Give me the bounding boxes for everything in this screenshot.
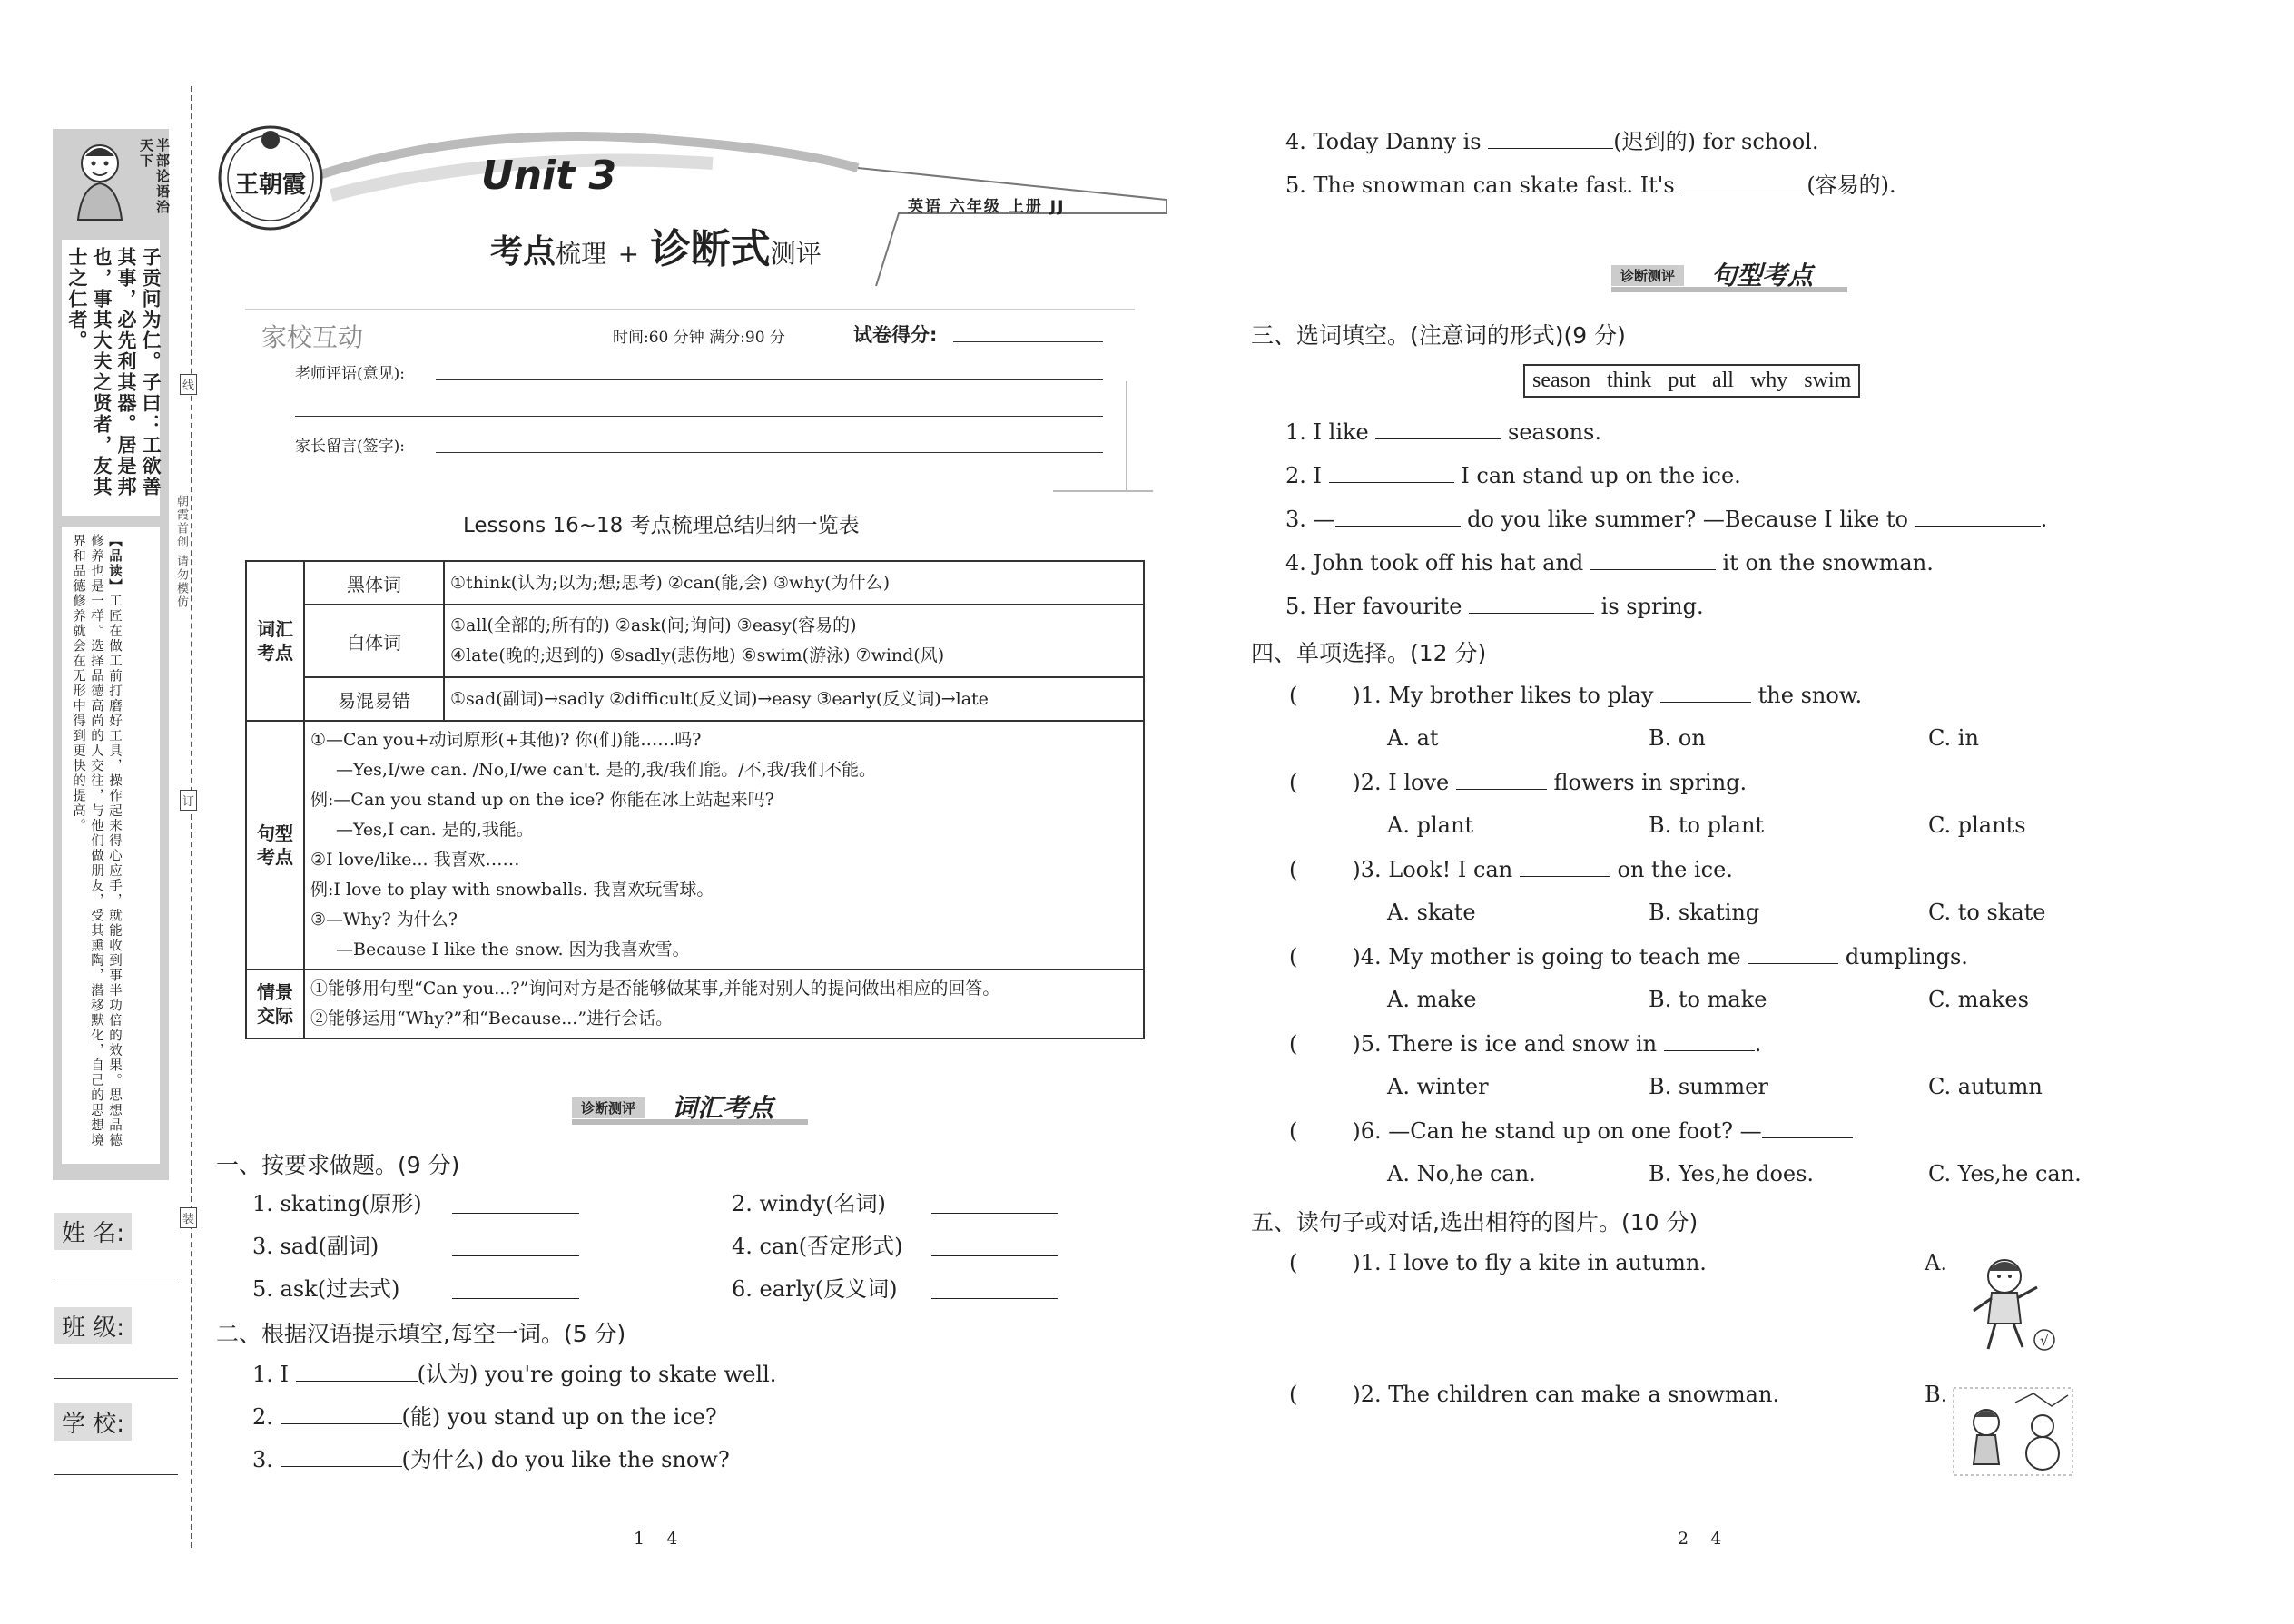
part4-heading: 四、单项选择。(12 分)	[1251, 640, 1487, 666]
sentence-line: 例:—Can you stand up on the ice? 你能在冰上站起来吗?	[310, 790, 774, 810]
teacher-comment-field[interactable]	[436, 379, 1103, 380]
part2-answer[interactable]	[1681, 170, 1807, 192]
option-b[interactable]: B. to make	[1649, 987, 1767, 1012]
part2-answer[interactable]	[296, 1359, 418, 1382]
part1-item: 4. can(否定形式)	[732, 1234, 903, 1259]
picture-option-a-label: A.	[1925, 1250, 1947, 1275]
part1-item: 6. early(反义词)	[732, 1276, 898, 1302]
option-a[interactable]: A. make	[1387, 987, 1477, 1012]
sentence-cell	[304, 721, 1144, 969]
choice-answer[interactable]	[1297, 1380, 1352, 1402]
option-a[interactable]: A. plant	[1387, 812, 1474, 838]
score-label: 试卷得分:	[853, 324, 938, 346]
part4-question: ( )5. There is ice and snow in .	[1289, 1029, 1761, 1058]
checkmark-icon: √	[2039, 1332, 2050, 1349]
score-field[interactable]	[953, 341, 1103, 342]
side-note: 朝霞首创 请勿模仿	[174, 495, 188, 610]
teacher-comment-field-2[interactable]	[295, 416, 1103, 417]
option-c[interactable]: C. to skate	[1928, 900, 2046, 925]
part1-item: 5. ask(过去式)	[252, 1276, 400, 1302]
picture-option-b-label: B.	[1925, 1382, 1948, 1407]
class-label: 班 级:	[54, 1307, 132, 1344]
part3-answer[interactable]	[1375, 417, 1501, 439]
part3-answer[interactable]	[1915, 504, 2041, 527]
subtitle-c: 诊断式	[650, 226, 771, 272]
part3-item: 3. — do you like summer? —Because I like to .	[1285, 504, 2047, 534]
option-c[interactable]: C. in	[1928, 725, 1979, 751]
summary-table	[245, 560, 1145, 1039]
option-c[interactable]: C. autumn	[1928, 1074, 2043, 1099]
confuse-words-label: 易混易错	[304, 677, 444, 721]
part2-answer[interactable]	[1488, 126, 1613, 149]
summary-title: Lessons 16~18 考点梳理总结归纳一览表	[463, 514, 860, 537]
sentence-section-banner	[1611, 260, 1856, 289]
parent-comment-field[interactable]	[436, 452, 1103, 453]
choice-answer[interactable]	[1297, 1248, 1352, 1270]
option-b[interactable]: B. summer	[1649, 1074, 1768, 1099]
sentence-line: —Yes,I can. 是的,我能。	[336, 820, 534, 840]
part1-heading: 一、按要求做题。(9 分)	[216, 1152, 460, 1178]
part4-question: ( )3. Look! I can on the ice.	[1289, 854, 1733, 884]
confucius-mascot-icon	[65, 136, 134, 223]
bold-words-label: 黑体词	[304, 561, 444, 605]
choice-answer[interactable]	[1297, 681, 1352, 703]
cut-mark-ding: 订	[180, 790, 197, 811]
part4-question: ( )6. —Can he stand up on one foot? —	[1289, 1116, 1853, 1146]
sentence-line: —Because I like the snow. 因为我喜欢雪。	[336, 940, 690, 960]
sentence-line: ②I love/like... 我喜欢……	[310, 850, 520, 870]
option-c[interactable]: C. plants	[1928, 812, 2026, 838]
teacher-comment-label: 老师评语(意见):	[295, 365, 405, 383]
name-label: 姓 名:	[54, 1213, 132, 1250]
part2-answer[interactable]	[281, 1444, 402, 1467]
part4-question: ( )4. My mother is going to teach me dumplings.	[1289, 941, 1968, 971]
reading-text: 工匠在做工前打磨好工具，操作起来得心应手，就能收到事半功倍的效果。思想品德修养也是一样。选择品德高尚的人交往，与他们做朋友，受其熏陶，潜移默化，自己的思想境界和品德修养就会在无形中得到更快的提高。	[71, 534, 122, 1148]
banner-name: 句型考点	[1711, 261, 1814, 290]
school-label: 学 校:	[54, 1403, 132, 1441]
subtitle-a: 考点	[490, 233, 556, 271]
option-a[interactable]: A. skate	[1387, 900, 1476, 925]
part2-item: 2. (能) you stand up on the ice?	[252, 1402, 717, 1432]
analects-quote: 子贡问为仁。子曰：工欲善其事，必先利其器。居是邦也，事其大夫之贤者，友其士之仁者。	[66, 247, 162, 497]
reading-label: 【品读】	[107, 534, 123, 594]
part3-answer[interactable]	[1469, 591, 1594, 614]
part3-item: 4. John took off his hat and it on the snowman.	[1285, 547, 1934, 577]
scene-line: ②能够运用“Why?”和“Because...”进行会话。	[310, 1009, 674, 1029]
part5-question: ( )1. I love to fly a kite in autumn.	[1289, 1250, 1707, 1275]
part2-heading: 二、根据汉语提示填空,每空一词。(5 分)	[216, 1321, 626, 1347]
part2-item: 5. The snowman can skate fast. It's (容易的).	[1285, 170, 1896, 200]
option-c[interactable]: C. makes	[1928, 987, 2029, 1012]
part3-item: 1. I like seasons.	[1285, 417, 1601, 447]
part2-answer[interactable]	[281, 1402, 402, 1424]
sentence-line: 例:I love to play with snowballs. 我喜欢玩雪球。	[310, 880, 714, 900]
choice-answer[interactable]	[1297, 855, 1352, 877]
reading-commentary	[69, 534, 123, 1160]
cut-mark-xian: 线	[180, 374, 197, 395]
svg-text:王朝霞: 王朝霞	[234, 172, 307, 199]
subtitle-b: 梳理	[556, 239, 607, 269]
time-info: 时间:60 分钟 满分:90 分	[613, 329, 785, 347]
bold-words: ①think(认为;以为;想;思考) ②can(能,会) ③why(为什么)	[444, 561, 1144, 605]
part3-answer[interactable]	[1335, 504, 1461, 527]
choice-answer[interactable]	[1297, 1029, 1352, 1051]
choice-answer[interactable]	[1297, 768, 1352, 790]
subtitle-plus: +	[617, 239, 640, 269]
choice-answer[interactable]	[1297, 942, 1352, 964]
choice-answer[interactable]	[1297, 1117, 1352, 1138]
page-subtitle	[490, 216, 822, 274]
part3-heading: 三、选词填空。(注意词的形式)(9 分)	[1251, 322, 1626, 349]
white-words-label: 白体词	[304, 605, 444, 677]
wangzhaoxia-logo-icon	[216, 123, 325, 232]
children-snowman-picture-icon[interactable]	[1952, 1386, 2074, 1477]
part2-item: 1. I (认为) you're going to skate well.	[252, 1359, 776, 1389]
sentence-line: ③—Why? 为什么?	[310, 910, 458, 930]
home-school-label: 家校互动	[261, 322, 364, 352]
page-number-left: 1 4	[634, 1529, 678, 1549]
part1-item: 3. sad(副词)	[252, 1234, 379, 1259]
subtitle-d: 测评	[770, 239, 822, 269]
banner-tag: 诊断测评	[572, 1097, 645, 1118]
option-b[interactable]: B. Yes,he does.	[1649, 1161, 1815, 1186]
banner-name: 词汇考点	[672, 1093, 774, 1123]
option-b[interactable]: B. skating	[1649, 900, 1760, 925]
banner-tag: 诊断测评	[1611, 265, 1684, 286]
part4-question: ( )2. I love flowers in spring.	[1289, 767, 1747, 797]
class-field[interactable]	[54, 1378, 178, 1379]
sentence-line: —Yes,I/we can. /No,I/we can't. 是的,我/我们能。/不,我/我们不能。	[336, 760, 877, 780]
option-a[interactable]: A. winter	[1387, 1074, 1489, 1099]
page-number-right: 2 4	[1678, 1529, 1722, 1549]
part1-answer[interactable]	[931, 1234, 1058, 1256]
part2-item: 4. Today Danny is (迟到的) for school.	[1285, 126, 1818, 156]
part1-answer[interactable]	[452, 1191, 579, 1214]
vocab-category: 词汇考点	[246, 561, 304, 721]
part1-item: 2. windy(名词)	[732, 1191, 886, 1216]
word-bank: season think put all why swim	[1523, 364, 1860, 398]
unit-title: Unit 3	[481, 153, 617, 199]
cut-line	[191, 86, 192, 1548]
option-b[interactable]: B. to plant	[1649, 812, 1765, 838]
part3-item: 2. I I can stand up on the ice.	[1285, 460, 1741, 490]
part1-item: 1. skating(原形)	[252, 1191, 422, 1216]
part3-answer[interactable]	[1590, 547, 1716, 570]
part1-answer[interactable]	[452, 1234, 579, 1256]
scene-line: ①能够用句型“Can you...?”询问对方是否能够做某事,并能对别人的提问做出相应的回答。	[310, 979, 1000, 999]
option-b[interactable]: B. on	[1649, 725, 1706, 751]
cut-mark-zhuang: 装	[180, 1207, 197, 1228]
part3-item: 5. Her favourite is spring.	[1285, 591, 1704, 621]
confuse-words: ①sad(副词)→sadly ②difficult(反义词)→easy ③early(反义词)→late	[444, 677, 1144, 721]
part5-question: ( )2. The children can make a snowman.	[1289, 1382, 1780, 1407]
part1-answer[interactable]	[931, 1191, 1058, 1214]
white-words-cell	[444, 605, 1144, 677]
motto: 半部论语治天下	[138, 138, 171, 215]
option-a[interactable]: A. at	[1387, 725, 1439, 751]
vocab-section-banner	[572, 1092, 817, 1121]
part1-answer[interactable]	[931, 1276, 1058, 1299]
scene-category: 情景交际	[246, 969, 304, 1038]
option-c[interactable]: C. Yes,he can.	[1928, 1161, 2082, 1186]
school-field[interactable]	[54, 1474, 178, 1475]
part1-answer[interactable]	[452, 1276, 579, 1299]
scene-cell	[304, 969, 1144, 1038]
part5-heading: 五、读句子或对话,选出相符的图片。(10 分)	[1251, 1209, 1698, 1235]
part3-answer[interactable]	[1329, 460, 1454, 483]
white-words-line-2: ④late(晚的;迟到的) ⑤sadly(悲伤地) ⑥swim(游泳) ⑦wind(风)	[450, 645, 945, 665]
white-words-line-1: ①all(全部的;所有的) ②ask(问;询问) ③easy(容易的)	[450, 615, 857, 635]
sentence-category: 句型考点	[246, 721, 304, 969]
option-a[interactable]: A. No,he can.	[1387, 1161, 1536, 1186]
boy-running-picture-icon[interactable]	[1961, 1251, 2061, 1360]
sentence-line: ①—Can you+动词原形(+其他)? 你(们)能……吗?	[310, 730, 702, 750]
part2-item: 3. (为什么) do you like the snow?	[252, 1444, 730, 1474]
grade-label: 英语 六年级 上册 JJ	[908, 198, 1066, 216]
part4-question: ( )1. My brother likes to play the snow.	[1289, 680, 1862, 710]
parent-comment-label: 家长留言(签字):	[295, 438, 405, 456]
